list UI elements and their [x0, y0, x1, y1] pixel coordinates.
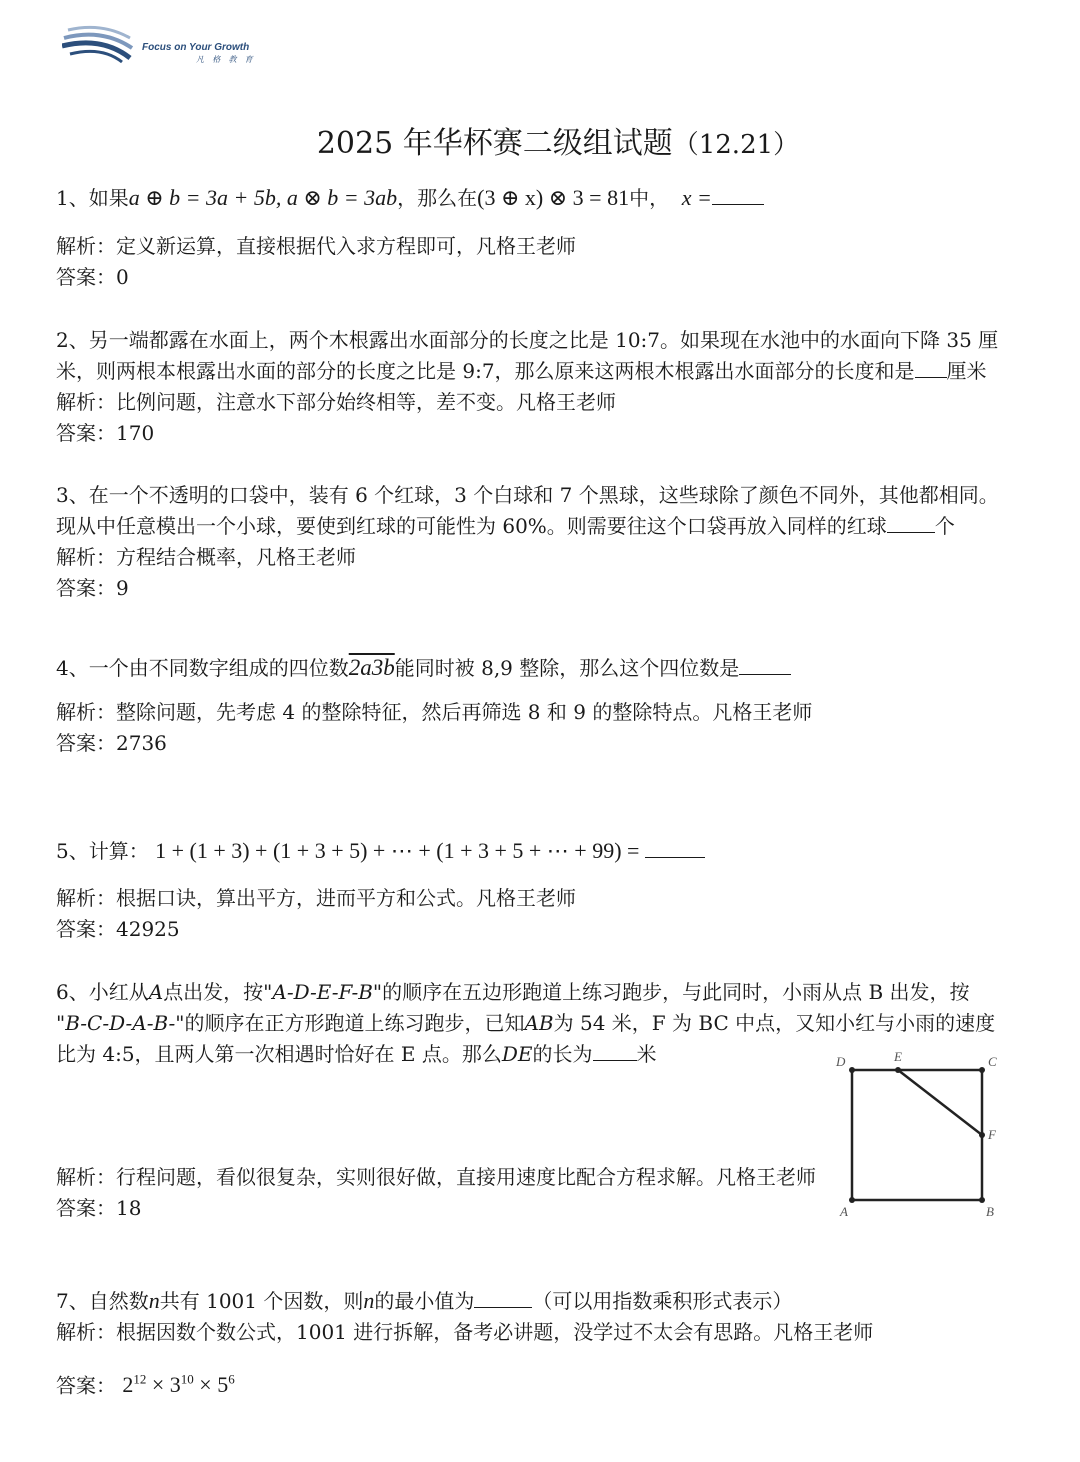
problem-5-answer: 答案：42925 [56, 917, 180, 941]
problem-2-analysis: 解析：比例问题，注意水下部分始终相等，差不变。凡格王老师 [56, 390, 616, 414]
problem-4-analysis: 解析：整除问题，先考虑 4 的整除特征，然后再筛选 8 和 9 的整除特点。凡格王老师 [56, 700, 813, 724]
problem-2-line-2: 米，则两根本根露出水面的部分的长度之比是 9:7，那么原来这两根木根露出水面部分的长度和是 厘米 [56, 359, 987, 383]
logo-slogan: Focus on Your Growth [142, 42, 250, 53]
q-text: 如果 [88, 186, 129, 210]
point-label-f: F [988, 1127, 996, 1142]
formula: x = [681, 185, 712, 210]
answer-blank [915, 359, 947, 378]
q-text: 中， [629, 186, 670, 210]
problem-6-line-1: 6、小红从A点出发，按"A-D-E-F-B"的顺序在五边形跑道上练习跑步，与此同时，小雨从点 B 出发，按 [56, 980, 970, 1004]
problem-number: 1、 [56, 186, 89, 210]
overlined-number: 2a3b [348, 655, 395, 680]
problem-2-line-1: 2、另一端都露在水面上，两个木根露出水面部分的长度之比是 10:7。如果现在水池中的水面向下降 35 厘 [56, 328, 999, 352]
problem-5-analysis: 解析：根据口诀，算出平方，进而平方和公式。凡格王老师 [56, 886, 576, 910]
title-date: （12.21） [672, 130, 800, 160]
page-title [0, 118, 1080, 162]
problem-4-answer: 答案：2736 [56, 731, 167, 755]
problem-6-line-2: "B-C-D-A-B-"的顺序在正方形跑道上练习跑步，已知AB为 54 米，F 为 BC 中点，又知小红与小雨的速度 [56, 1011, 996, 1035]
point-label-d: D [836, 1054, 846, 1069]
problem-1-question [56, 184, 764, 212]
answer-blank [474, 1289, 532, 1308]
point-label-a: A [840, 1204, 848, 1219]
problem-3-line-2: 现从中任意模出一个小球，要使到红球的可能性为 60%。则需要往这个口袋再放入同样的红球 个 [56, 514, 955, 538]
answer-expression: $2^{12} \times 3^{10} \times 5^6$ [122, 1372, 235, 1398]
problem-4-question: 4、一个由不同数字组成的四位数2a3b能同时被 8,9 整除，那么这个四位数是 [56, 654, 791, 682]
problem-3-answer: 答案：9 [56, 576, 129, 600]
square-track [852, 1070, 982, 1200]
answer-blank [712, 186, 764, 205]
problem-6-answer: 答案：18 [56, 1196, 142, 1220]
answer-blank [645, 839, 705, 858]
formula: 1 + (1 + 3) + (1 + 3 + 5) + ⋯ + (1 + 3 + 5 + ⋯ + 99) = [155, 838, 640, 863]
point-label-e: E [894, 1049, 902, 1064]
point-label-b: B [986, 1204, 994, 1219]
problem-2-answer: 答案：170 [56, 421, 155, 445]
title-main: 2025 年华杯赛二级组试题 [316, 126, 673, 161]
problem-6-line-3: 比为 4:5，且两人第一次相遇时恰好在 E 点。那么DE的长为 米 [56, 1042, 657, 1066]
answer-blank [739, 656, 791, 675]
problem-7-answer: 答案： $2^{12} \times 3^{10} \times 5^6$ [56, 1372, 235, 1398]
square-track-figure [828, 1046, 1018, 1222]
formula: (3 ⊕ x) ⊗ 3 = 81 [477, 185, 630, 210]
point-label-c: C [988, 1054, 997, 1069]
problem-7-question: 7、自然数n共有 1001 个因数，则n的最小值为 （可以用指数乘积形式表示） [56, 1288, 793, 1313]
formula: a ⊕ b = 3a + 5b, a ⊗ b = 3ab [128, 185, 398, 210]
problem-1-answer: 答案：0 [56, 265, 129, 289]
q-text: ，那么在 [397, 186, 478, 210]
problem-7-analysis: 解析：根据因数个数公式，1001 进行拆解，备考必讲题，没学过不太会有思路。凡格王老师 [56, 1320, 874, 1344]
problem-3-analysis: 解析：方程结合概率，凡格王老师 [56, 545, 356, 569]
problem-1-analysis: 解析：定义新运算，直接根据代入求方程即可，凡格王老师 [56, 234, 576, 258]
problem-5-question: 5、计算： 1 + (1 + 3) + (1 + 3 + 5) + ⋯ + (1 + 3 + 5 + ⋯ + 99) = [56, 837, 705, 865]
problem-3-line-1: 3、在一个不透明的口袋中，装有 6 个红球，3 个白球和 7 个黑球，这些球除了颜色不同外，其他都相同。 [56, 483, 999, 507]
logo-subtitle: 凡 格 教 育 [196, 55, 256, 64]
problem-6-analysis: 解析：行程问题，看似很复杂，实则很好做，直接用速度比配合方程求解。凡格王老师 [56, 1165, 816, 1189]
answer-blank [593, 1042, 637, 1061]
answer-blank [887, 514, 935, 533]
segment-ef [898, 1070, 982, 1135]
